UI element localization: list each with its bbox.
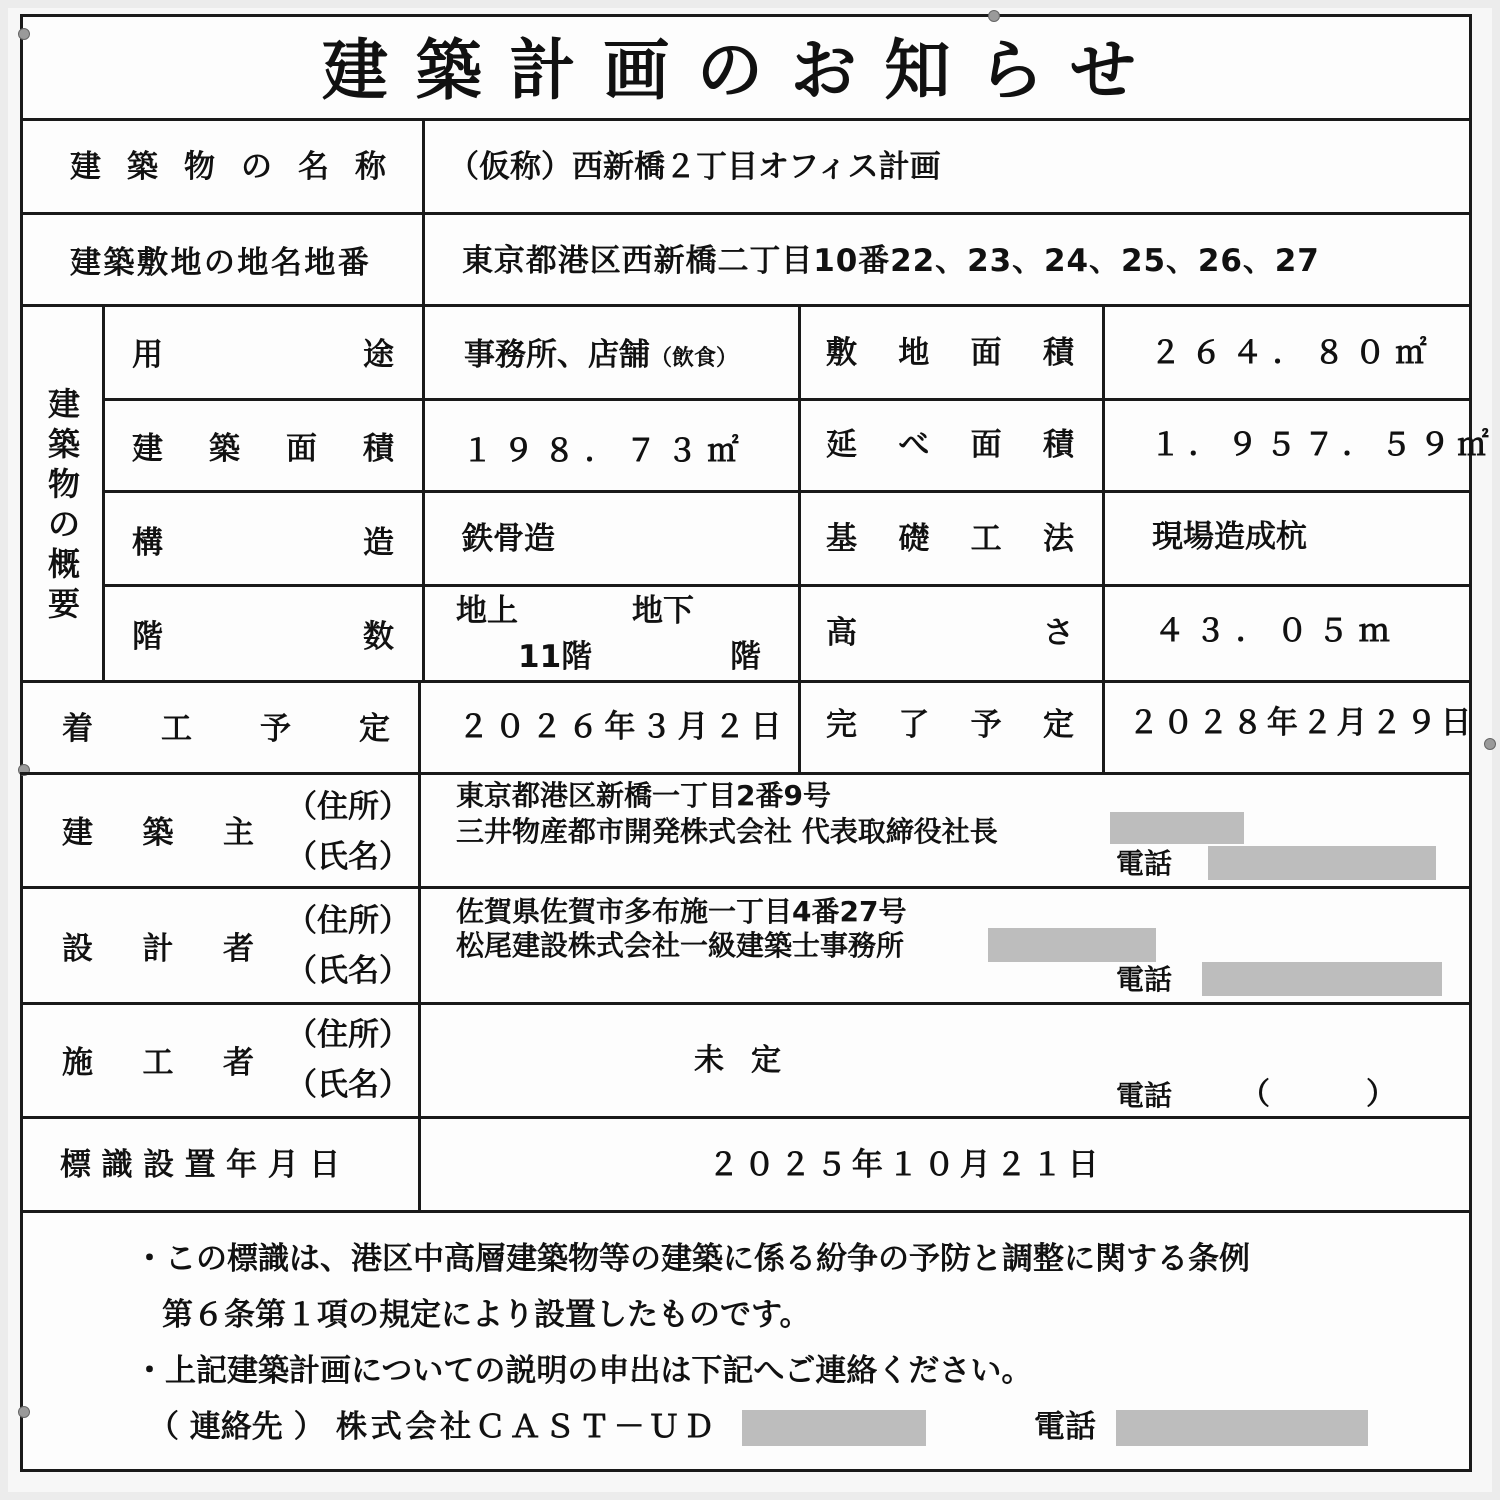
- designer-label: [62, 931, 254, 967]
- label-char: 計: [142, 931, 174, 967]
- label-char: 構: [132, 525, 163, 561]
- screw-left-bottom: [18, 1406, 30, 1418]
- label-char: 建: [70, 149, 101, 185]
- label-char: 工: [161, 711, 192, 747]
- building-name-value: （仮称）西新橋２丁目オフィス計画: [448, 149, 941, 185]
- label-char: 予: [970, 707, 1002, 743]
- overview-group-label: 建 築 物 の 概 要: [47, 385, 80, 623]
- building-name-label: [70, 149, 386, 185]
- rule: [20, 304, 1472, 307]
- designer-address: 佐賀県佐賀市多布施一丁目4番27号: [456, 895, 907, 928]
- label-char: 用: [132, 337, 163, 373]
- designer-name-label: （氏名）: [286, 953, 410, 989]
- owner-phone-redaction: [1208, 846, 1436, 880]
- builder-address-label: （住所）: [286, 1017, 410, 1053]
- finish-label: [826, 707, 1074, 743]
- label-char: 面: [970, 427, 1002, 463]
- builder-value: 未定: [694, 1043, 808, 1078]
- label-char: 設: [62, 931, 93, 967]
- height-value: ４３．０５ｍ: [1154, 613, 1400, 649]
- rule: [20, 118, 1472, 121]
- height-label: [826, 615, 1074, 651]
- label-char: 建: [62, 815, 93, 851]
- builder-phone-blank: （ ）: [1240, 1077, 1408, 1112]
- rule: [20, 886, 1472, 889]
- label-char: 完: [826, 707, 857, 743]
- rule: [20, 1116, 1472, 1119]
- label-char: 途: [363, 337, 394, 373]
- rule: [20, 772, 1472, 775]
- structure-label: [132, 525, 394, 561]
- owner-name: 三井物産都市開発株式会社 代表取締役社長: [456, 815, 998, 848]
- contact-phone-label: 電話: [1034, 1409, 1096, 1445]
- total-area-label: [826, 427, 1074, 463]
- owner-label: [62, 815, 254, 851]
- start-label: [62, 711, 390, 747]
- owner-name-redaction: [1110, 812, 1244, 844]
- rule: [1102, 304, 1105, 774]
- label-char: 工: [142, 1045, 174, 1081]
- label-char: さ: [1043, 615, 1074, 651]
- label-char: 礎: [898, 521, 930, 557]
- rule: [20, 212, 1472, 215]
- label-char: 面: [286, 431, 317, 467]
- site-area-label: [826, 335, 1074, 371]
- rule: [798, 304, 801, 774]
- contact-company: 株式会社ＣＡＳＴ－ＵＤ: [336, 1409, 718, 1445]
- owner-address-label: （住所）: [286, 789, 410, 825]
- label-char: 定: [359, 711, 390, 747]
- rule: [20, 680, 1472, 683]
- site-label: 建築敷地の地名地番: [70, 245, 372, 281]
- designer-name: 松尾建設株式会社一級建築士事務所: [456, 929, 905, 962]
- label-char: 法: [1042, 521, 1074, 557]
- label-char: 定: [1042, 707, 1074, 743]
- contact-name-redaction: [742, 1410, 926, 1446]
- label-char: 主: [223, 815, 254, 851]
- building-area-label: [132, 431, 394, 467]
- finish-value: ２０２８年２月２９日: [1128, 705, 1476, 741]
- floors-below-label: 地下: [632, 593, 694, 629]
- label-char: 物: [184, 149, 215, 185]
- sign-title: 建築計画のお知らせ: [322, 32, 1164, 109]
- label-char: 工: [970, 521, 1002, 557]
- screw-right-mid: [1484, 738, 1496, 750]
- label-char: 名: [298, 149, 329, 185]
- structure-value: 鉄骨造: [462, 521, 555, 557]
- rule: [102, 490, 1472, 493]
- label-char: 積: [363, 431, 394, 467]
- label-char: 者: [223, 931, 254, 967]
- floors-above-label: 地上: [456, 593, 518, 629]
- designer-address-label: （住所）: [286, 903, 410, 939]
- label-char: 造: [363, 525, 394, 561]
- designer-phone-redaction: [1202, 962, 1442, 996]
- building-area-value: １９８．７３㎡: [462, 433, 749, 469]
- designer-phone-label: 電話: [1116, 963, 1173, 996]
- label-char: 基: [826, 521, 857, 557]
- label-char: 積: [1042, 335, 1074, 371]
- label-char: の: [241, 149, 272, 185]
- label-char: 敷: [826, 335, 857, 371]
- note-line-3: ・上記建築計画についての説明の申出は下記へご連絡ください。: [134, 1353, 1033, 1389]
- label-char: 面: [970, 335, 1002, 371]
- label-char: 施: [62, 1045, 93, 1081]
- rule: [20, 1002, 1472, 1005]
- note-line-1: ・この標識は、港区中高層建築物等の建築に係る紛争の予防と調整に関する条例: [134, 1241, 1250, 1277]
- owner-phone-label: 電話: [1116, 847, 1173, 880]
- label-char: 地: [898, 335, 930, 371]
- rule: [20, 1210, 1472, 1213]
- screw-top: [988, 10, 1000, 22]
- contact-label: （ 連絡先 ）: [148, 1409, 325, 1445]
- label-char: べ: [898, 427, 930, 463]
- rule: [418, 680, 421, 1212]
- use-note: （飲食）: [650, 346, 739, 371]
- posted-label: 標識設置年月日: [60, 1147, 351, 1183]
- foundation-value: 現場造成杭: [1152, 519, 1307, 555]
- use-value: [464, 337, 739, 373]
- builder-name-label: （氏名）: [286, 1067, 410, 1103]
- use-text: 事務所、店舗: [464, 337, 650, 373]
- floors-above-value: 11階: [518, 639, 593, 675]
- screw-left-top: [18, 28, 30, 40]
- label-char: 予: [260, 711, 291, 747]
- rule: [102, 304, 105, 682]
- owner-name-label: （氏名）: [286, 839, 410, 875]
- rule: [102, 584, 1472, 587]
- label-char: 築: [142, 815, 174, 851]
- designer-name-redaction: [988, 928, 1156, 962]
- contact-phone-redaction: [1116, 1410, 1368, 1446]
- label-char: 階: [132, 619, 163, 655]
- label-char: 高: [826, 615, 857, 651]
- total-area-value: １．９５７．５９㎡: [1150, 427, 1496, 463]
- label-char: 建: [132, 431, 163, 467]
- label-char: 了: [898, 707, 930, 743]
- note-line-2: 第６条第１項の規定により設置したものです。: [162, 1297, 811, 1333]
- floors-below-value: 階: [730, 639, 761, 675]
- label-char: 称: [355, 149, 386, 185]
- site-area-value: ２６４．８０㎡: [1150, 335, 1437, 371]
- posted-value: ２０２５年１０月２１日: [708, 1147, 1104, 1183]
- rule: [422, 118, 425, 682]
- label-char: 築: [209, 431, 240, 467]
- site-value: 東京都港区西新橋二丁目10番22、23、24、25、26、27: [462, 243, 1320, 279]
- rule: [102, 398, 1472, 401]
- floors-label: [132, 619, 394, 655]
- start-value: ２０２６年３月２日: [458, 709, 788, 745]
- label-char: 数: [363, 619, 394, 655]
- label-char: 着: [62, 711, 93, 747]
- label-char: 築: [127, 149, 158, 185]
- owner-address: 東京都港区新橋一丁目2番9号: [456, 779, 831, 812]
- foundation-label: [826, 521, 1074, 557]
- label-char: 積: [1042, 427, 1074, 463]
- label-char: 延: [826, 427, 857, 463]
- builder-phone-label: 電話: [1116, 1079, 1173, 1112]
- label-char: 者: [223, 1045, 254, 1081]
- use-label: [132, 337, 394, 373]
- builder-label: [62, 1045, 254, 1081]
